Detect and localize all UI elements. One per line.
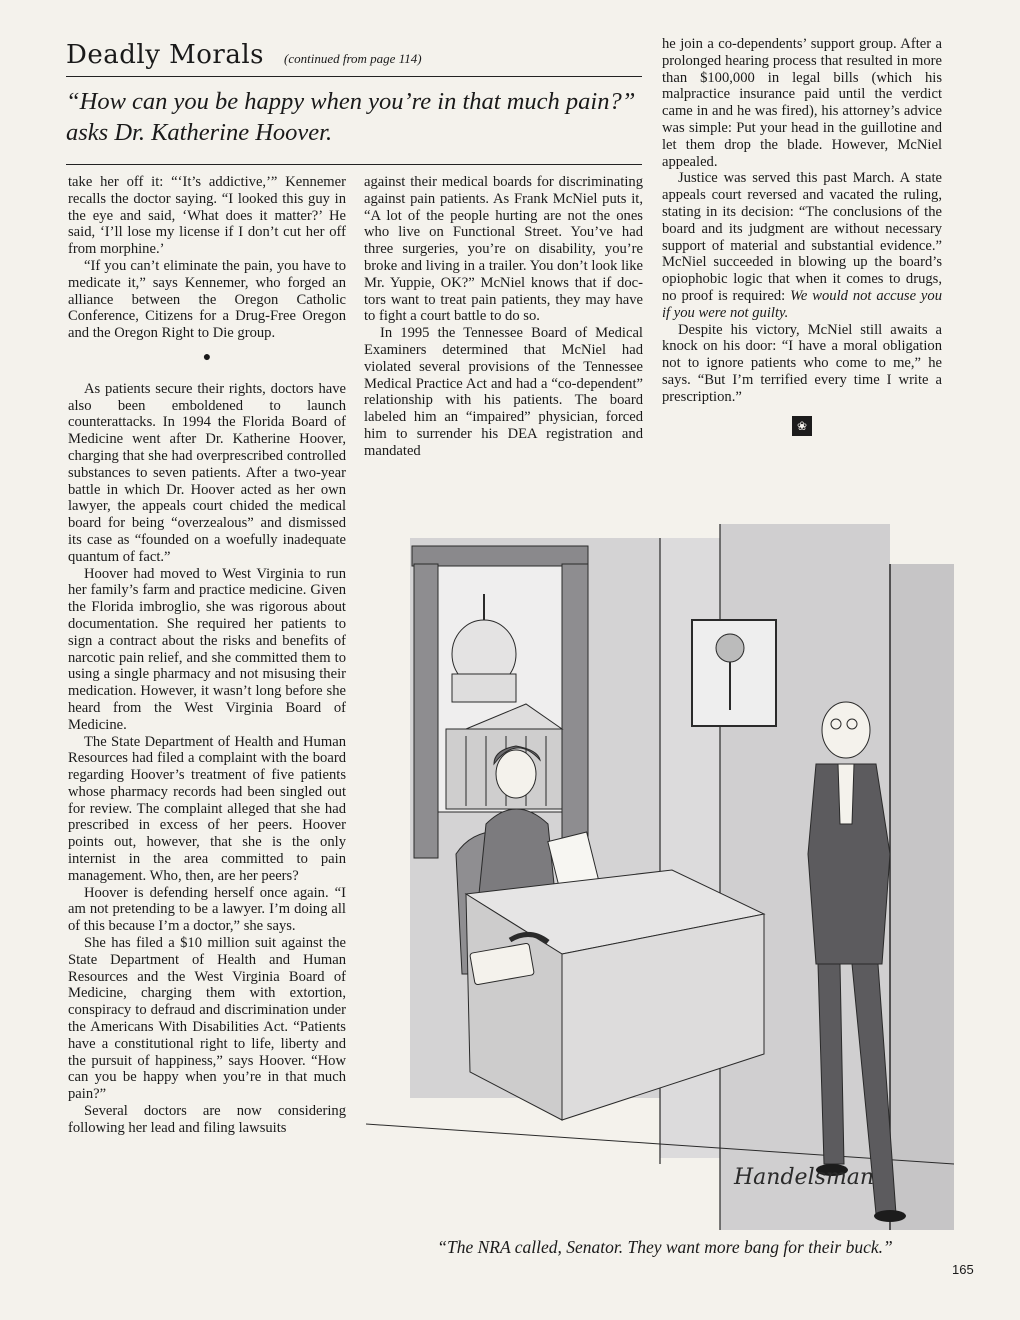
left-curtain — [414, 564, 438, 858]
paragraph: The State Department of Health and Human Resources had filed a complaint with the board regarding Hoover’s treatment of five patients whose pharmacy records had been singled out for review. The complaint alleged that she had prescribed in excess of her peers. Hoover points out, however, that she is the only internist in the area committed to pain management. Who, then, are her peers? — [68, 733, 346, 884]
doorway — [890, 564, 954, 1230]
paragraph: Hoover is defending herself once again. “I am not pretending to be a lawyer. I’m doing all of this because I’m a doctor,” she says. — [68, 884, 346, 935]
paragraph: take her off it: “‘It’s addictive,’” Kennemer recalls the doctor saying. “I looked this guy in the eye and said, ‘What does it matter?’ He said, ‘I’ll lose my license if I don’t cut her off from morphine.’ — [68, 174, 346, 258]
italic-quote: We would not accuse you if you were not guilty. — [662, 287, 942, 321]
header-rule — [66, 76, 642, 77]
paragraph-text: Justice was served this past March. A state appeals court reversed and vacated the ruling, stating in its decision: “The conclusions of the board and its judgment are without necessary support of material and substantial evidence.” McNiel succeeded in blowing up the board’s opiophobic logic that when it comes to drugs, no proof is required: — [662, 170, 942, 304]
paragraph — [662, 170, 942, 321]
section-header — [66, 40, 642, 70]
paragraph: Several doctors are now considering following her lead and filing lawsuits — [68, 1103, 346, 1136]
paragraph: Hoover had moved to West Virginia to run her family’s farm and practice medicine. Given the Florida imbroglio, she was rigorous about documentation. She required her patients to sign a contract about the risks and benefits of narcotic pain relief, and she committed them to using a single pharmacy and not misusing their medication. However, it wasn’t long before she heard from the West Virginia Board of Medicine. — [68, 565, 346, 733]
column-2 — [364, 174, 643, 460]
column-1 — [68, 174, 346, 1137]
cartoon-caption: “The NRA called, Senator. They want more bang for their buck.” — [437, 1237, 893, 1257]
paragraph: As patients secure their rights, doctors have also been emboldened to launch counterattacks. In 1994 the Florida Board of Medicine went after Dr. Katherine Hoover, charging that she had overprescribed controlled substances to seven patients. After a two-year battle in which Dr. Hoover acted as her own lawyer, the appeals court chided the medical board for being “overzealous” and dismissed its case as “founded on a woefully inadequate quantum of fact.” — [68, 380, 346, 565]
paragraph: She has filed a $10 million suit against the State Department of Health and Human Resources and the West Virginia Board of Medicine, charging them with extortion, conspiracy to defraud and discrimination under the Americans With Disabilities Act. “Patients have a constitutional right to life, liberty and the pursuit of happiness,” says Hoover. “How can you be happy when you’re in that much pain?” — [68, 935, 346, 1103]
section-title: Deadly Morals — [66, 40, 265, 70]
cartoonist-signature: Handelsman — [734, 1165, 875, 1190]
paragraph: “If you can’t eliminate the pain, you have to medicate it,” says Kennemer, who forged an alliance between the Oregon Catholic Conference, Citizens for a Drug-Free Oregon and the Oregon Right to Die group. — [68, 257, 346, 342]
paragraph: In 1995 the Tennessee Board of Medical Examiners determined that McNiel had violated several provisions of the Tennessee Medical Practice Act and had a “co-dependent” relationship with his patients. The board labeled him an “impaired” physician, forced him to surrender his DEA registration and mandated — [364, 325, 643, 459]
curtain-valance — [412, 546, 588, 566]
paragraph: against their medical boards for discriminating against pain patients. As Frank McNiel puts it, “A lot of the people hurting are not the ones who live on Functional Street. You’ve had three surgeries, you’re on disability, you’re broke and living in a trailer. You don’t look like Mr. Yuppie, OK?” McNiel knows that if doctors want to treat pain patients, they may have to fight a court battle to do so. — [364, 174, 643, 325]
secretary-head — [496, 750, 536, 798]
continued-note: (continued from page 114) — [284, 51, 422, 66]
right-curtain — [562, 564, 588, 858]
section-break-bullet: ● — [202, 349, 212, 365]
cartoon-illustration — [366, 524, 954, 1230]
paragraph: Despite his victory, McNiel still awaits a knock on his door: “I have a moral obligation not to ignore patients who come to me,” he says. “But I’m terrified every time I write a prescription.” — [662, 321, 942, 405]
column-3 — [662, 36, 942, 436]
pull-quote: “How can you be happy when you’re in that much pain?” asks Dr. Katherine Hoover. — [66, 88, 636, 146]
paragraph: he join a co-dependents’ support group. After a prolonged hearing process that resulted in more than $100,000 in legal bills (which his malpractice insurance paid until the verdict came in and he was fired), his attorney’s advice was simple: Put your head in the guillotine and let them drop the blade. However, McNiel appealed. — [662, 36, 942, 170]
page-number: 165 — [952, 1262, 974, 1277]
rabbit-head-end-mark-icon: ❀ — [792, 416, 812, 436]
pull-quote-rule — [66, 164, 642, 165]
senator-head — [822, 702, 870, 758]
